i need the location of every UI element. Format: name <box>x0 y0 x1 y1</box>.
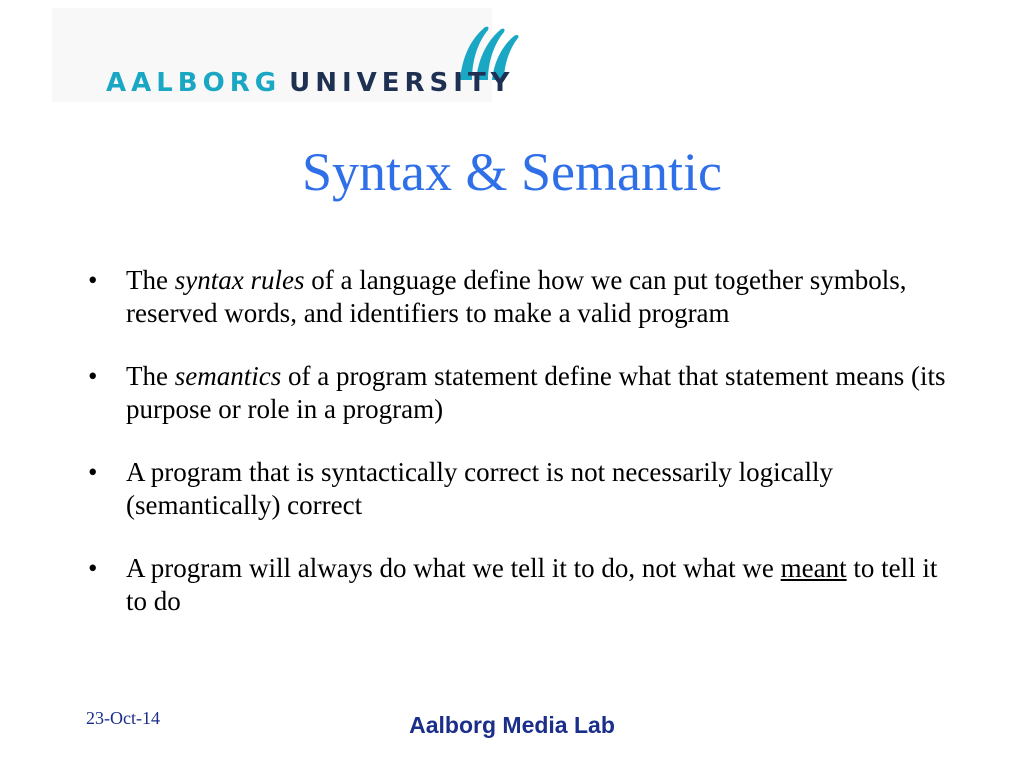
bullet-text: A program that is syntactically correct is not necessarily logically (semantically) correct <box>126 457 834 520</box>
slide-title: Syntax & Semantic <box>302 142 722 202</box>
bullet-text-pre: The <box>126 265 175 295</box>
bullet-text-post: of a program statement define what that statement means (its purpose or role in a program) <box>126 361 946 424</box>
bullet-item-semantics <box>86 360 946 426</box>
bullet-icon: • <box>88 553 98 583</box>
bullet-text-post: of a language define how we can put together symbols, reserved words, and identifiers to make a valid program <box>126 265 907 328</box>
bullet-item-syntax-rules <box>86 264 946 330</box>
bullet-text-pre: The <box>126 361 175 391</box>
bullet-item-program-behavior <box>86 552 946 618</box>
bullet-list <box>86 264 946 648</box>
logo-word-university: UNIVERSITY <box>289 68 515 98</box>
bullet-text-underline: meant <box>780 553 847 583</box>
bullet-text-emphasis: syntax rules <box>174 265 305 295</box>
bullet-text-post: to tell it to do <box>126 553 938 616</box>
bullet-icon: • <box>88 457 98 487</box>
footer-lab-name: Aalborg Media Lab <box>409 712 615 738</box>
bullet-text-emphasis: semantics <box>174 361 282 391</box>
bullet-item-syntactically-correct <box>86 456 946 522</box>
bullet-text-pre: A program will always do what we tell it to do, not what we <box>126 553 781 583</box>
logo-wordmark <box>106 70 515 96</box>
bullet-icon: • <box>88 265 98 295</box>
university-logo <box>52 8 515 102</box>
logo-word-aalborg: AALBORG <box>106 68 282 98</box>
footer-date: 23-Oct-14 <box>86 708 160 728</box>
bullet-icon: • <box>88 361 98 391</box>
